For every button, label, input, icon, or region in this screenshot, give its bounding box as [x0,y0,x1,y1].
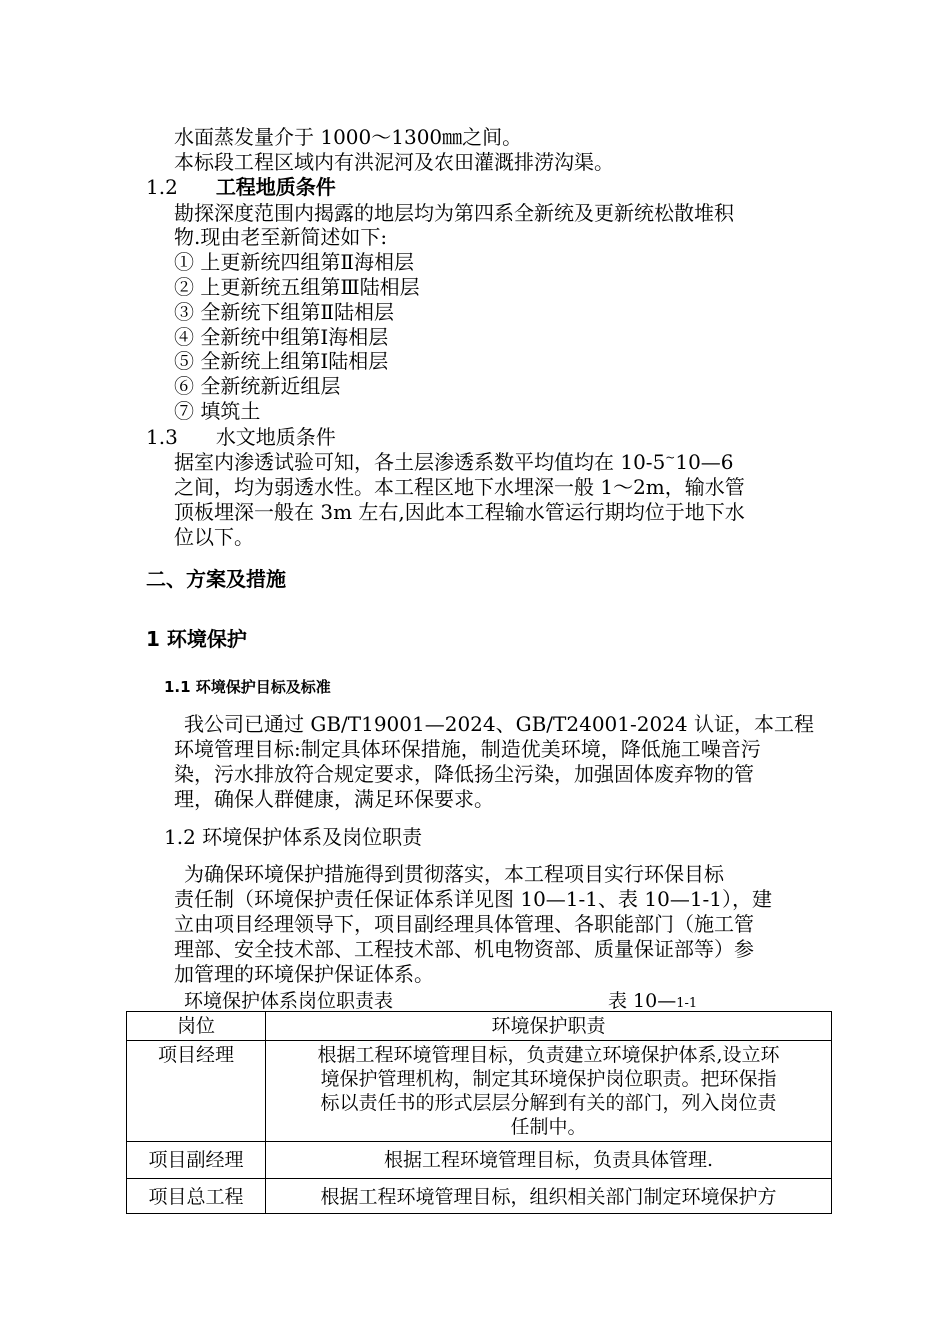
stratum-item: ④ 全新统中组第Ⅰ海相层 [174,325,389,349]
para-line: 我公司已通过 GB/T19001—2024、GB/T24001-2024 认证，本工程 [184,712,815,736]
header-duty: 环境保护职责 [266,1012,832,1041]
section-1-2-env-heading: 1.2 环境保护体系及岗位职责 [164,825,423,849]
section-1-2-heading [146,175,336,199]
section-1-3-para-2: 之间，均为弱透水性。本工程区地下水埋深一般 1～2m，输水管 [174,475,745,499]
stratum-item: ⑥ 全新统新近组层 [174,374,341,398]
section-1-2-para-1: 勘探深度范围内揭露的地层均为第四系全新统及更新统松散堆积 [174,201,734,225]
section-1-3-para-1 [174,450,734,474]
para-line: 为确保环境保护措施得到贯彻落实，本工程项目实行环保目标 [184,862,724,886]
stratum-item: ① 上更新统四组第Ⅱ海相层 [174,250,414,274]
duty-cell [266,1142,832,1179]
section-1-2-number: 1.2 [146,175,178,199]
section-1-3-para-3: 顶板埋深一般在 3m 左右,因此本工程输水管运行期均位于地下水 [174,500,745,524]
chapter-heading: 二、方案及措施 [146,567,286,591]
duty-table [126,1011,832,1214]
stratum-item: ⑤ 全新统上组第Ⅰ陆相层 [174,349,389,373]
section-1-3-number: 1.3 [146,425,178,449]
intro-line-1: 水面蒸发量介于 1000～1300㎜之间。 [174,125,523,149]
section-1-1-paragraph [174,712,815,812]
duty-line: 根据工程环境管理目标，负责建立环境保护体系,设立环 [317,1044,780,1066]
table-label-main: 表 10— [608,990,677,1012]
section-1-1-heading: 1.1 环境保护目标及标准 [164,678,331,696]
table-caption-title: 环境保护体系岗位职责表 [184,990,394,1012]
duty-line: 根据工程环境管理目标，负责具体管理. [383,1149,714,1171]
section-1-2-paragraph [174,862,808,987]
duty-cell [266,1179,832,1214]
table-row [127,1142,832,1179]
header-role: 岗位 [127,1012,266,1041]
table-header-row [127,1012,832,1041]
intro-line-2: 本标段工程区域内有洪泥河及农田灌溉排涝沟渠。 [174,150,614,174]
role-cell: 项目总工程 [127,1179,266,1214]
superscript-tilde: ~ [665,450,676,465]
para-line: 环境管理目标:制定具体环保措施，制造优美环境，降低施工噪音污 [174,737,761,761]
para-line: 立由项目经理领导下，项目副经理具体管理、各职能部门（施工管 [174,912,754,936]
section-1-2-title: 工程地质条件 [215,175,336,199]
section-1-2-para-2: 物.现由老至新简述如下: [174,225,388,249]
para-line: 理，确保人群健康，满足环保要求。 [174,787,494,811]
para-line: 理部、安全技术部、工程技术部、机电物资部、质量保证部等）参 [174,937,754,961]
para-line: 染，污水排放符合规定要求，降低扬尘污染，加强固体废弃物的管 [174,762,754,786]
permeability-text: 据室内渗透试验可知，各土层渗透系数平均值均在 10-5 [174,450,666,474]
env-protection-heading: 1 环境保护 [146,627,247,651]
role-cell: 项目经理 [127,1041,266,1142]
stratum-item: ③ 全新统下组第Ⅱ陆相层 [174,300,394,324]
duty-line: 境保护管理机构，制定其环境保护岗位职责。把环保指 [320,1068,777,1090]
duty-line: 任制中。 [510,1116,587,1138]
stratum-item: ⑦ 填筑土 [174,399,261,423]
section-1-3-title: 水文地质条件 [215,425,336,449]
duty-cell [266,1041,832,1142]
table-label-number: 1-1 [676,996,698,1011]
permeability-range-end: 10—6 [675,450,734,474]
section-1-3-para-4: 位以下。 [174,525,254,549]
role-cell: 项目副经理 [127,1142,266,1179]
table-row [127,1179,832,1214]
section-1-3-heading [146,425,336,449]
table-row [127,1041,832,1142]
duty-line: 根据工程环境管理目标，组织相关部门制定环境保护方 [320,1186,777,1208]
para-line: 加管理的环境保护保证体系。 [174,962,434,986]
stratum-item: ② 上更新统五组第Ⅲ陆相层 [174,275,420,299]
duty-line: 标以责任书的形式层层分解到有关的部门，列入岗位责 [320,1092,777,1114]
para-line: 责任制（环境保护责任保证体系详见图 10—1-1、表 10—1-1），建 [174,887,773,911]
